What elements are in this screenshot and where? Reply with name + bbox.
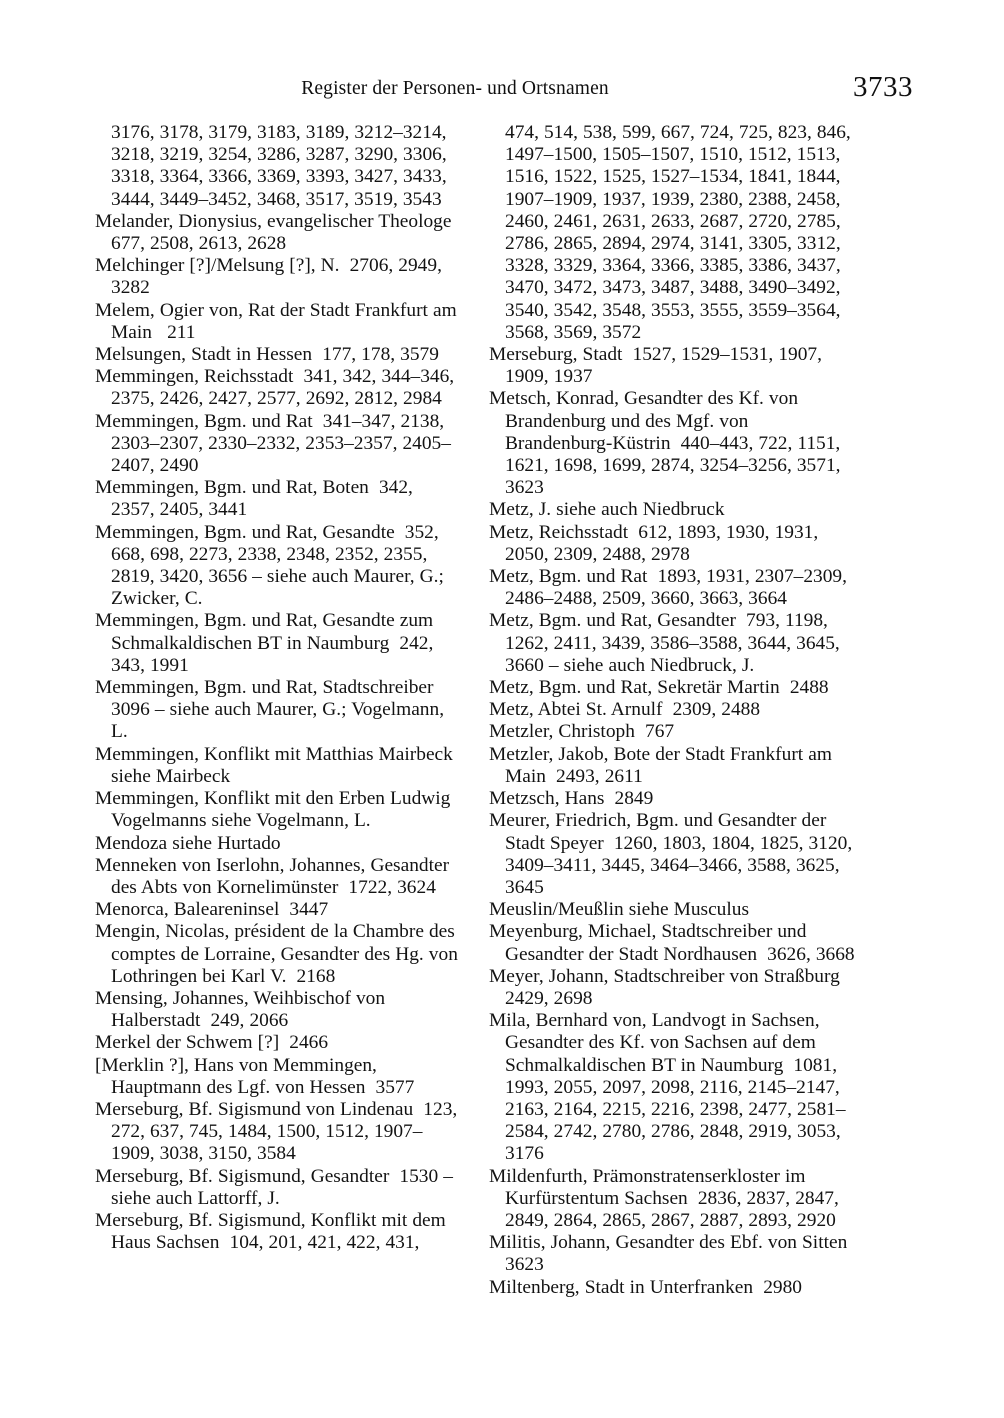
index-entry: Memmingen, Bgm. und Rat, Gesandte zum Schmalkaldischen BT in Naumburg 242, 343, 1991 xyxy=(95,610,439,676)
index-entry: Mildenfurth, Prämonstratenserkloster im Kurfürstentum Sachsen 2836, 2837, 2847, 2849, 2864, 2865, 2867, 2887, 2893, 2920 xyxy=(489,1165,844,1231)
index-entry: Militis, Johann, Gesandter des Ebf. von Sitten 3623 xyxy=(489,1232,858,1276)
index-entry: Melander, Dionysius, evangelischer Theologe 677, 2508, 2613, 2628 xyxy=(95,210,462,255)
index-entry: Merseburg, Stadt 1527, 1529–1531, 1907, 1909, 1937 xyxy=(489,344,828,388)
index-entry: Mensing, Johannes, Weihbischof von Halberstadt 249, 2066 xyxy=(95,987,391,1032)
page-number: 3733 xyxy=(853,71,913,103)
index-entry: Metz, Bgm. und Rat, Gesandter 793, 1198, 1262, 2411, 3439, 3586–3588, 3644, 3645, 3660 – siehe auch Niedbruck, J. xyxy=(489,610,845,676)
index-entry: Metz, Reichsstadt 612, 1893, 1930, 1931, 2050, 2309, 2488, 2978 xyxy=(489,521,824,565)
running-head xyxy=(95,71,913,112)
index-entry: Menorca, Baleareninsel 3447 xyxy=(95,899,329,921)
index-entry: Meuslin/Meußlin siehe Musculus xyxy=(489,899,750,921)
index-entry: Merkel der Schwem [?] 2466 xyxy=(95,1032,329,1054)
index-entry: Metzler, Christoph 767 xyxy=(489,721,675,743)
index-entry: [Merklin ?], Hans von Memmingen, Hauptmann des Lgf. von Hessen 3577 xyxy=(95,1054,415,1098)
index-entry: Metzler, Jakob, Bote der Stadt Frankfurt am Main 2493, 2611 xyxy=(489,743,837,787)
index-entry: Menneken von Iserlohn, Johannes, Gesandter des Abts von Kornelimünster 1722, 3624 xyxy=(95,854,455,898)
index-entry: Memmingen, Konflikt mit Matthias Mairbeck siehe Mairbeck xyxy=(95,743,458,787)
index-entry: Memmingen, Konflikt mit den Erben Ludwig Vogelmanns siehe Vogelmann, L. xyxy=(95,788,456,832)
index-entry: Memmingen, Bgm. und Rat, Gesandte 352, 668, 698, 2273, 2338, 2348, 2352, 2355, 2819, 3420, 3656 – siehe auch Maurer, G.; Zwicker, C. xyxy=(95,521,449,610)
index-entry: Memmingen, Bgm. und Rat 341–347, 2138, 2303–2307, 2330–2332, 2353–2357, 2405–2407, 2490 xyxy=(95,410,451,477)
index-entry: Merseburg, Bf. Sigismund von Lindenau 123, 272, 637, 745, 1484, 1500, 1512, 1907–1909, 3038, 3150, 3584 xyxy=(95,1098,463,1165)
index-entry: Melsungen, Stadt in Hessen 177, 178, 3579 xyxy=(95,344,439,366)
index-entry: Metsch, Konrad, Gesandter des Kf. von Brandenburg und des Mgf. von Brandenburg-Küstrin 440–443, 722, 1151, 1621, 1698, 1699, 2874, 3254–3256, 3571, 3623 xyxy=(489,388,846,499)
index-entry: Merseburg, Bf. Sigismund, Konflikt mit dem Haus Sachsen 104, 201, 421, 422, 431, xyxy=(95,1209,451,1254)
index-column-left xyxy=(95,122,461,1254)
index-entry: Meyer, Johann, Stadtschreiber von Straßburg 2429, 2698 xyxy=(489,965,850,1009)
index-entry: Mila, Bernhard von, Landvogt in Sachsen, Gesandter des Kf. von Sachsen auf dem Schmalkaldischen BT in Naumburg 1081, 1993, 2055, 2097, 2098, 2116, 2145–2147, 2163, 2164, 2215, 2216, 2398, 2477, 2581–2584, 2742, 2780, 2786, 2848, 2919, 3053, 3176 xyxy=(489,1010,846,1165)
index-entry: Metz, Bgm. und Rat, Sekretär Martin 2488 xyxy=(489,677,829,699)
index-entry: Mengin, Nicolas, président de la Chambre des comptes de Lorraine, Gesandter des Hg. von Lothringen bei Karl V. 2168 xyxy=(95,921,463,987)
index-entry: Mendoza siehe Hurtado xyxy=(95,832,281,854)
index-entry: Metz, Bgm. und Rat 1893, 1931, 2307–2309, 2486–2488, 2509, 3660, 3663, 3664 xyxy=(489,566,853,610)
index-entry: Memmingen, Bgm. und Rat, Stadtschreiber 3096 – siehe auch Maurer, G.; Vogelmann, L. xyxy=(95,677,450,743)
index-entry: Melchinger [?]/Melsung [?], N. 2706, 2949, 3282 xyxy=(95,255,447,299)
index-entry-continued: 474, 514, 538, 599, 667, 724, 725, 823, 846, 1497–1500, 1505–1507, 1510, 1512, 1513, 1516, 1522, 1525, 1527–1534, 1841, 1844, 1907–1909, 1937, 1939, 2380, 2388, 2458, 2460, 2461, 2631, 2633, 2687, 2720, 2785, 2786, 2865, 2894, 2974, 3141, 3305, 3312, 3328, 3329, 3364, 3366, 3385, 3386, 3437, 3470, 3472, 3473, 3487, 3488, 3490–3492, 3540, 3542, 3548, 3553, 3555, 3559–3564, 3568, 3569, 3572 xyxy=(505,122,856,343)
index-entry: Metz, J. siehe auch Niedbruck xyxy=(489,499,725,521)
index-entry: Metzsch, Hans 2849 xyxy=(489,788,654,810)
index-entry: Memmingen, Bgm. und Rat, Boten 342, 2357, 2405, 3441 xyxy=(95,477,418,521)
index-entry: Miltenberg, Stadt in Unterfranken 2980 xyxy=(489,1276,802,1298)
index-entry-continued: 3176, 3178, 3179, 3183, 3189, 3212–3214, 3218, 3219, 3254, 3286, 3287, 3290, 3306, 3318, 3364, 3366, 3369, 3393, 3427, 3433, 3444, 3449–3452, 3468, 3517, 3519, 3543 xyxy=(111,122,452,210)
index-entry: Melem, Ogier von, Rat der Stadt Frankfurt am Main 211 xyxy=(95,299,462,343)
page-title: Register der Personen- und Ortsnamen xyxy=(301,78,609,99)
index-column-right xyxy=(489,122,858,1299)
index-entry: Meyenburg, Michael, Stadtschreiber und Gesandter der Stadt Nordhausen 3626, 3668 xyxy=(489,921,855,965)
index-entry: Meurer, Friedrich, Bgm. und Gesandter der Stadt Speyer 1260, 1803, 1804, 1825, 3120, 3409–3411, 3445, 3464–3466, 3588, 3625, 3645 xyxy=(489,810,858,898)
index-entry: Metz, Abtei St. Arnulf 2309, 2488 xyxy=(489,699,761,721)
index-entry: Memmingen, Reichsstadt 341, 342, 344–346, 2375, 2426, 2427, 2577, 2692, 2812, 2984 xyxy=(95,366,460,410)
index-entry: Merseburg, Bf. Sigismund, Gesandter 1530 – siehe auch Lattorff, J. xyxy=(95,1165,458,1209)
